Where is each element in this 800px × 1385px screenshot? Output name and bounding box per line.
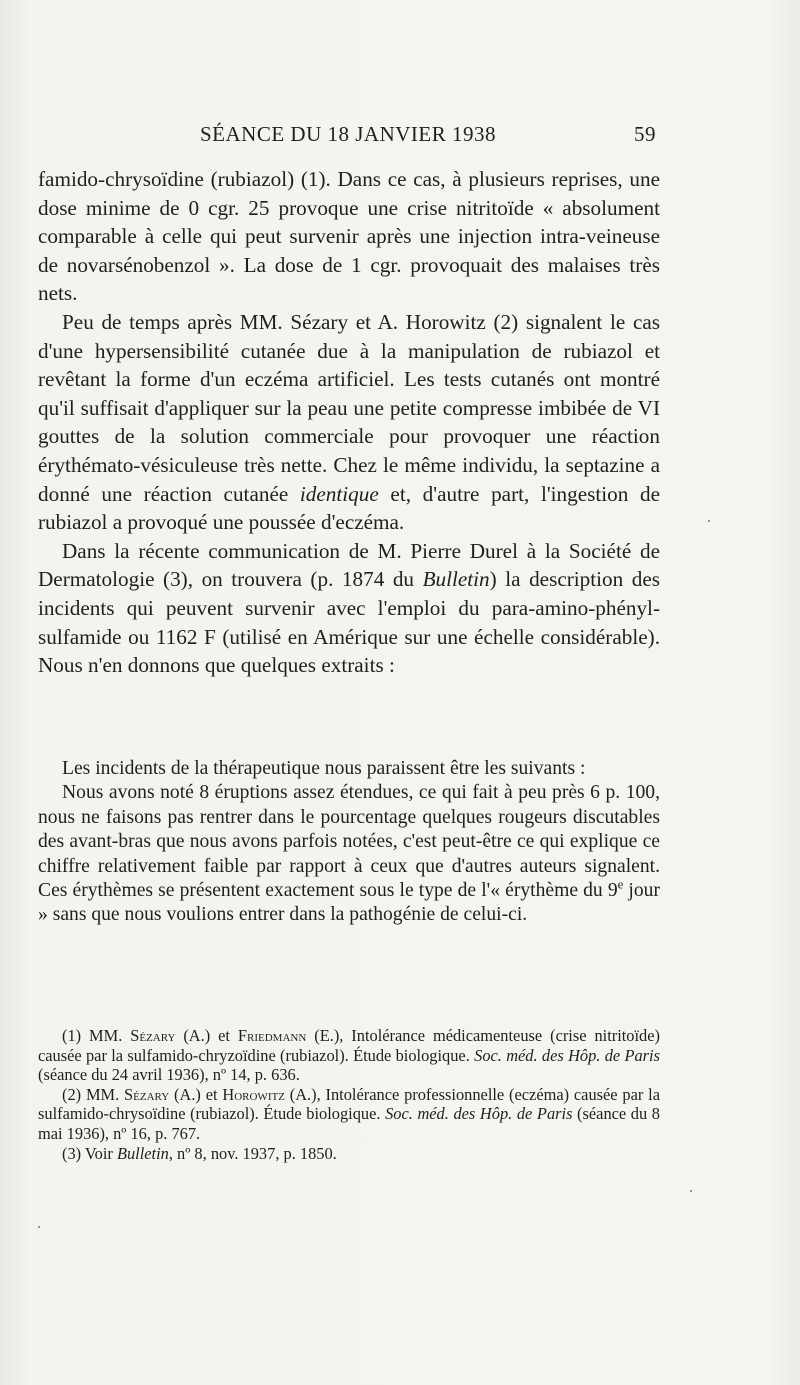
footnote-1 (38, 1026, 660, 1085)
footnote-3-end: , nº 8, nov. 1937, p. 1850. (168, 1143, 337, 1163)
footnote-2 (38, 1085, 660, 1144)
paragraph-3-italic: Bulletin (422, 567, 490, 592)
footnote-1-number: (1) MM. (62, 1026, 131, 1045)
footnote-1-author-2: Friedmann (237, 1026, 307, 1045)
quote-superscript: e (617, 877, 624, 892)
paragraph-3-text-b: ) la description des incidents qui peuvent survenir avec l'emploi du para-amino-phényl-sulfamide ou 1162 F (utilisé en Amérique sur une échelle considérable). Nous n'en donnons que quelques extraits : (38, 567, 661, 678)
footnotes (38, 1026, 660, 1163)
paper-speck (708, 520, 710, 522)
footnote-2-author-1: Sézary (124, 1084, 170, 1104)
footnote-2-author-2: Horowitz (222, 1084, 285, 1104)
footnote-2-text: (A.), Intolérance professionnelle (eczéma) causée par la sulfamido-chrysoïdine (rubiazol). Étude biologique. (38, 1084, 660, 1124)
running-title: SÉANCE DU 18 JANVIER 1938 (200, 122, 496, 146)
quote-paragraph-2-text-b: jour » sans que nous voulions entrer dans la pathogénie de celui-ci. (38, 880, 660, 926)
paragraph-2-text-a: Peu de temps après MM. Sézary et A. Horowitz (2) signalent le cas d'une hypersensibilité cutanée due à la manipulation de rubiazol et revêtant la forme d'un eczéma artificiel. Les tests cutanés ont montré qu'il suffisait d'appliquer sur la peau une petite compresse imbibée de VI gouttes de la solution commerciale pour provoquer une réaction érythémato-vésiculeuse très nette. Chez le même individu, la septazine a donné une réaction cutanée (38, 309, 660, 506)
paragraph-3-text-a: Dans la récente communication de M. Pierre Durel à la Société de Dermatologie (3), on trouvera (p. 1874 du (38, 538, 660, 592)
quote-paragraph-2-text-a: Nous avons noté 8 éruptions assez étendues, ce qui fait à peu près 6 p. 100, nous ne faisons pas rentrer dans le pourcentage quelques rougeurs discutables des avant-bras que nous avons parfois notées, c'est peut-être ce qui explique ce chiffre relativement faible par rapport à ceux que d'autres auteurs signalent. Ces érythèmes se présentent exactement sous le type de l'« érythème du 9 (38, 782, 660, 902)
paragraph-1-text: famido-chrysoïdine (rubiazol) (1). Dans ce cas, à plusieurs reprises, une dose minime de 0 cgr. 25 provoque une crise nitritoïde « absolument comparable à celle qui peut survenir après une injection intra-veineuse de novarsénobenzol ». La dose de 1 cgr. provoquait des malaises très nets. (38, 167, 660, 306)
footnote-2-end: (séance du 8 mai 1936), nº 16, p. 767. (38, 1104, 660, 1143)
paragraph-2 (38, 308, 660, 537)
footnote-3-number: (3) Voir (62, 1143, 117, 1163)
footnote-2-journal: Soc. méd. des Hôp. de Paris (385, 1104, 573, 1124)
main-text (38, 165, 660, 680)
footnote-3 (38, 1144, 660, 1164)
paragraph-1 (38, 165, 660, 308)
footnote-1-text: (E.), Intolérance médicamenteuse (crise nitritoïde) causée par la sulfamido-chryzoïdine (rubiazol). Étude biologique. (38, 1026, 660, 1065)
paper-speck (38, 1226, 40, 1228)
quote-paragraph-1-text: Les incidents de la thérapeutique nous paraissent être les suivants : (62, 758, 586, 779)
footnote-2-number: (2) MM. (62, 1084, 125, 1104)
footnote-2-mid: (A.) et (169, 1084, 223, 1104)
footnote-1-journal: Soc. méd. des Hôp. de Paris (474, 1045, 660, 1065)
quoted-extract (38, 757, 660, 928)
paragraph-3 (38, 537, 660, 680)
footnote-1-author-1: Sézary (130, 1026, 176, 1045)
quote-paragraph-2 (38, 781, 660, 927)
footnote-3-journal: Bulletin (116, 1143, 169, 1163)
page-number: 59 (634, 122, 656, 146)
footnote-1-end: (séance du 24 avril 1936), nº 14, p. 636. (38, 1065, 300, 1085)
paragraph-2-italic: identique (299, 481, 379, 506)
footnote-1-mid: (A.) et (175, 1026, 238, 1045)
paragraph-2-text-b: et, d'autre part, l'ingestion de rubiazol a provoqué une poussée d'eczéma. (38, 481, 661, 535)
quote-paragraph-1 (38, 757, 660, 781)
paper-speck (690, 1190, 692, 1192)
